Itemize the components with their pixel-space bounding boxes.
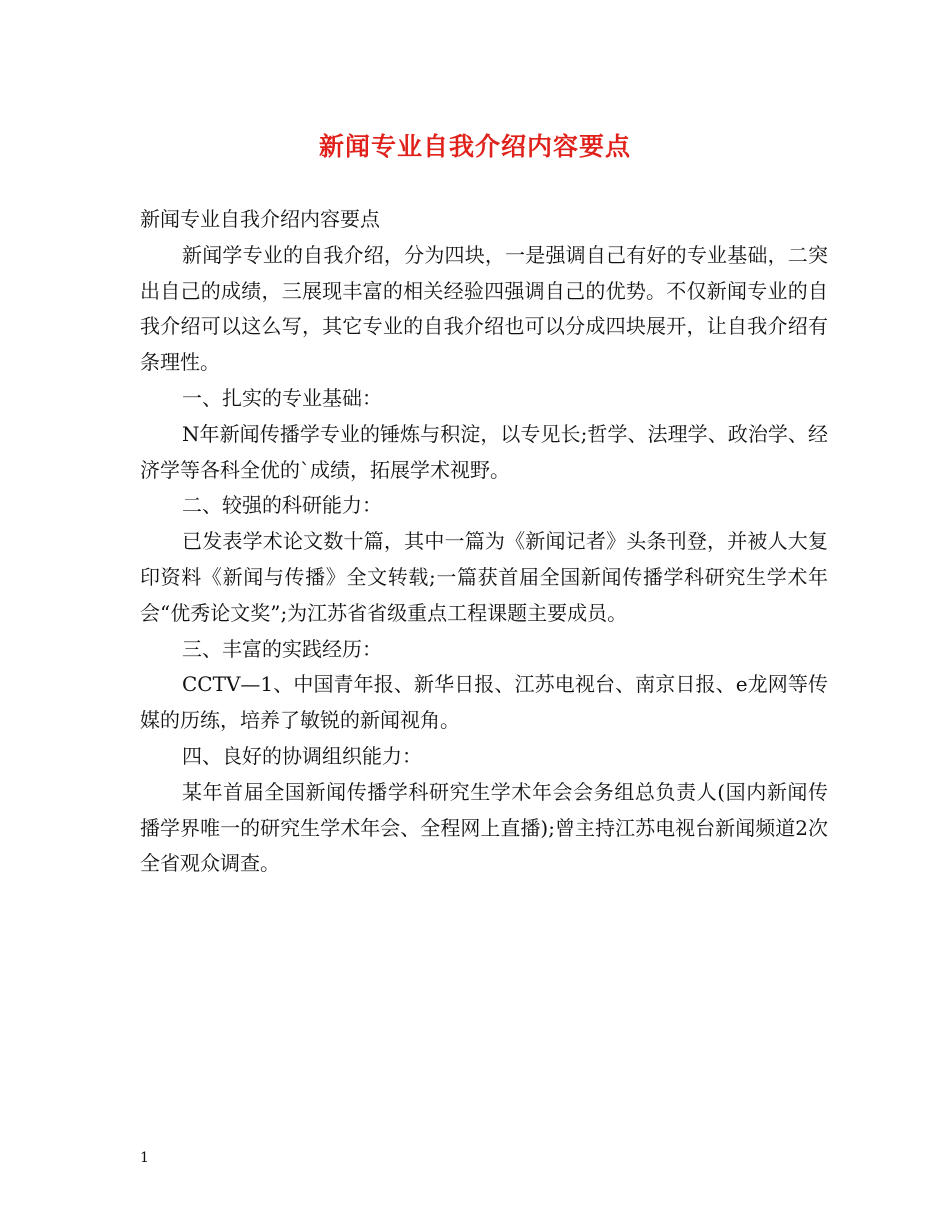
body-paragraph: CCTV—1、中国青年报、新华日报、江苏电视台、南京日报、e龙网等传媒的历练，培养了敏锐的新闻视角。 <box>140 672 828 733</box>
document-body <box>140 202 828 882</box>
section-heading: 三、丰富的实践经历： <box>182 636 382 661</box>
section-heading: 一、扎实的专业基础： <box>182 385 382 410</box>
section-heading: 四、良好的协调组织能力： <box>182 743 422 768</box>
body-paragraph: 新闻专业自我介绍内容要点 <box>140 207 380 231</box>
page-number: 1 <box>140 1150 149 1166</box>
body-paragraph: 已发表学术论文数十篇，其中一篇为《新闻记者》头条刊登，并被人大复印资料《新闻与传播》全文转载;一篇获首届全国新闻传播学科研究生学术年会“优秀论文奖”;为江苏省省级重点工程课题主要成员。 <box>140 529 828 625</box>
document-title: 新闻专业自我介绍内容要点 <box>318 132 631 161</box>
body-paragraph: N年新闻传播学专业的锤炼与积淀，以专见长;哲学、法理学、政治学、经济学等各科全优的`成绩，拓展学术视野。 <box>140 421 828 482</box>
body-paragraph: 新闻学专业的自我介绍，分为四块，一是强调自己有好的专业基础，二突出自己的成绩，三展现丰富的相关经验四强调自己的优势。不仅新闻专业的自我介绍可以这么写，其它专业的自我介绍也可以分成四块展开，让自我介绍有条理性。 <box>140 242 828 375</box>
section-heading: 二、较强的科研能力： <box>182 493 382 518</box>
body-paragraph: 某年首届全国新闻传播学科研究生学术年会会务组总负责人(国内新闻传播学界唯一的研究生学术年会、全程网上直播);曾主持江苏电视台新闻频道2次全省观众调查。 <box>140 779 828 876</box>
